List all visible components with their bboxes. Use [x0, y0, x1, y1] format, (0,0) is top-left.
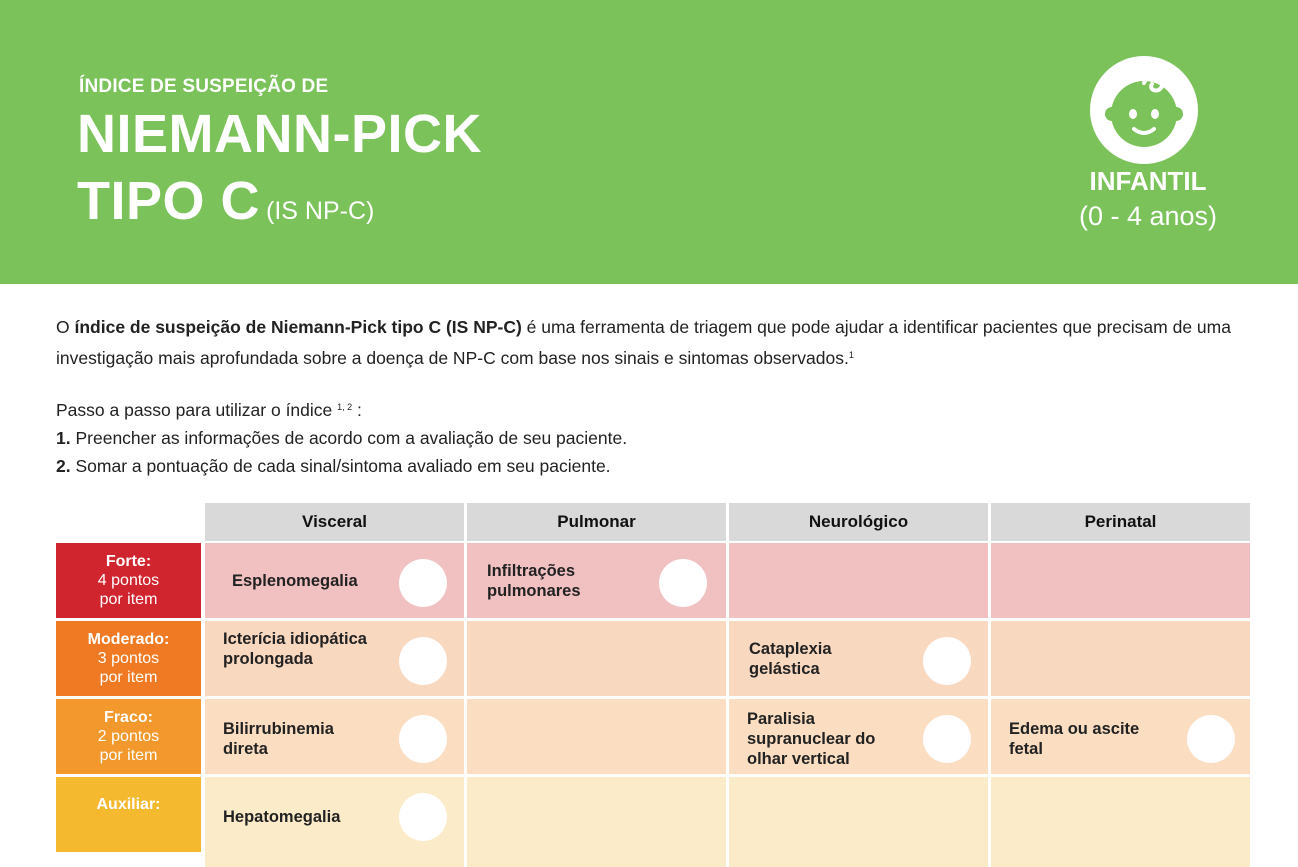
column-header: Perinatal	[991, 503, 1250, 541]
table-cell	[467, 621, 726, 696]
steps-lead	[56, 393, 627, 424]
row-level: Fraco:	[104, 709, 153, 726]
row-label	[56, 621, 201, 696]
age-group-title: INFANTIL	[1089, 166, 1207, 196]
intro-paragraph	[56, 313, 1236, 372]
table-cell	[729, 543, 988, 618]
header-title-line2	[77, 166, 374, 246]
row-unit: por item	[99, 591, 158, 608]
symptom-label: Cataplexia gelástica	[749, 640, 832, 678]
score-checkbox[interactable]	[1187, 715, 1235, 763]
score-checkbox[interactable]	[399, 715, 447, 763]
table-cell	[467, 777, 726, 867]
header-banner	[0, 0, 1298, 284]
intro-bold: índice de suspeição de Niemann-Pick tipo C (IS NP-C)	[74, 317, 522, 337]
symptom-label: Icterícia idiopática prolongada	[223, 630, 367, 668]
symptom-label: Edema ou ascite fetal	[1009, 720, 1140, 758]
table-cell	[467, 543, 726, 618]
intro-ref: 1	[848, 350, 854, 360]
score-checkbox[interactable]	[399, 559, 447, 607]
score-checkbox[interactable]	[923, 715, 971, 763]
row-unit: por item	[99, 747, 158, 764]
step-number: 1.	[56, 428, 71, 448]
step-text: Preencher as informações de acordo com a avaliação de seu paciente.	[75, 428, 628, 448]
intro-pre: O	[56, 317, 75, 337]
table-cell	[991, 543, 1250, 618]
table-cell	[991, 621, 1250, 696]
header-title-abbr: (IS NP-C)	[266, 197, 375, 225]
score-checkbox[interactable]	[399, 793, 447, 841]
age-group-range: (0 - 4 anos)	[1078, 201, 1218, 231]
row-unit: por item	[99, 669, 158, 686]
column-header: Pulmonar	[467, 503, 726, 541]
step-text: Somar a pontuação de cada sinal/sintoma avaliado em seu paciente.	[75, 456, 611, 476]
intro-post: é uma ferramenta de triagem que pode ajudar a identificar pacientes que precisam de uma investigação mais aprofundada sobre a doença de NP-C com base nos sinais e sintomas observados.	[56, 317, 1231, 368]
table-cell	[467, 699, 726, 774]
table-cell	[729, 699, 988, 774]
table-cell	[205, 777, 464, 867]
step-item	[56, 452, 627, 480]
table-cell	[991, 777, 1250, 867]
row-label	[56, 543, 201, 618]
symptom-label: Infiltrações pulmonares	[487, 562, 581, 600]
steps-lead-ref: 1, 2	[337, 402, 353, 412]
symptom-label: Hepatomegalia	[223, 808, 341, 826]
header-title-main: TIPO C	[77, 171, 261, 231]
row-points: 4 pontos	[97, 572, 160, 589]
symptom-label: Esplenomegalia	[232, 572, 358, 590]
row-level: Auxiliar:	[96, 796, 161, 813]
column-header: Neurológico	[729, 503, 988, 541]
row-level: Forte:	[105, 553, 152, 570]
table-cell	[729, 777, 988, 867]
row-label	[56, 699, 201, 774]
steps-lead-text: Passo a passo para utilizar o índice	[56, 400, 338, 420]
score-checkbox[interactable]	[659, 559, 707, 607]
table-cell	[205, 699, 464, 774]
header-kicker: ÍNDICE DE SUSPEIÇÃO DE	[79, 76, 329, 97]
row-points: 2 pontos	[97, 728, 160, 745]
step-number: 2.	[56, 456, 71, 476]
header-title-line1: NIEMANN-PICK	[77, 104, 482, 164]
baby-face-icon	[1090, 56, 1198, 164]
row-level: Moderado:	[87, 631, 170, 648]
steps-list	[56, 393, 627, 480]
step-item	[56, 424, 627, 452]
row-points: 3 pontos	[97, 650, 160, 667]
table-cell	[991, 699, 1250, 774]
steps-lead-end: :	[352, 400, 362, 420]
table-cell	[205, 621, 464, 696]
symptom-label: Paralisia supranuclear do olhar vertical	[747, 710, 876, 768]
table-cell	[729, 621, 988, 696]
symptom-label: Bilirrubinemia direta	[223, 720, 334, 758]
score-checkbox[interactable]	[923, 637, 971, 685]
column-header: Visceral	[205, 503, 464, 541]
score-checkbox[interactable]	[399, 637, 447, 685]
table-cell	[205, 543, 464, 618]
row-label	[56, 777, 201, 852]
